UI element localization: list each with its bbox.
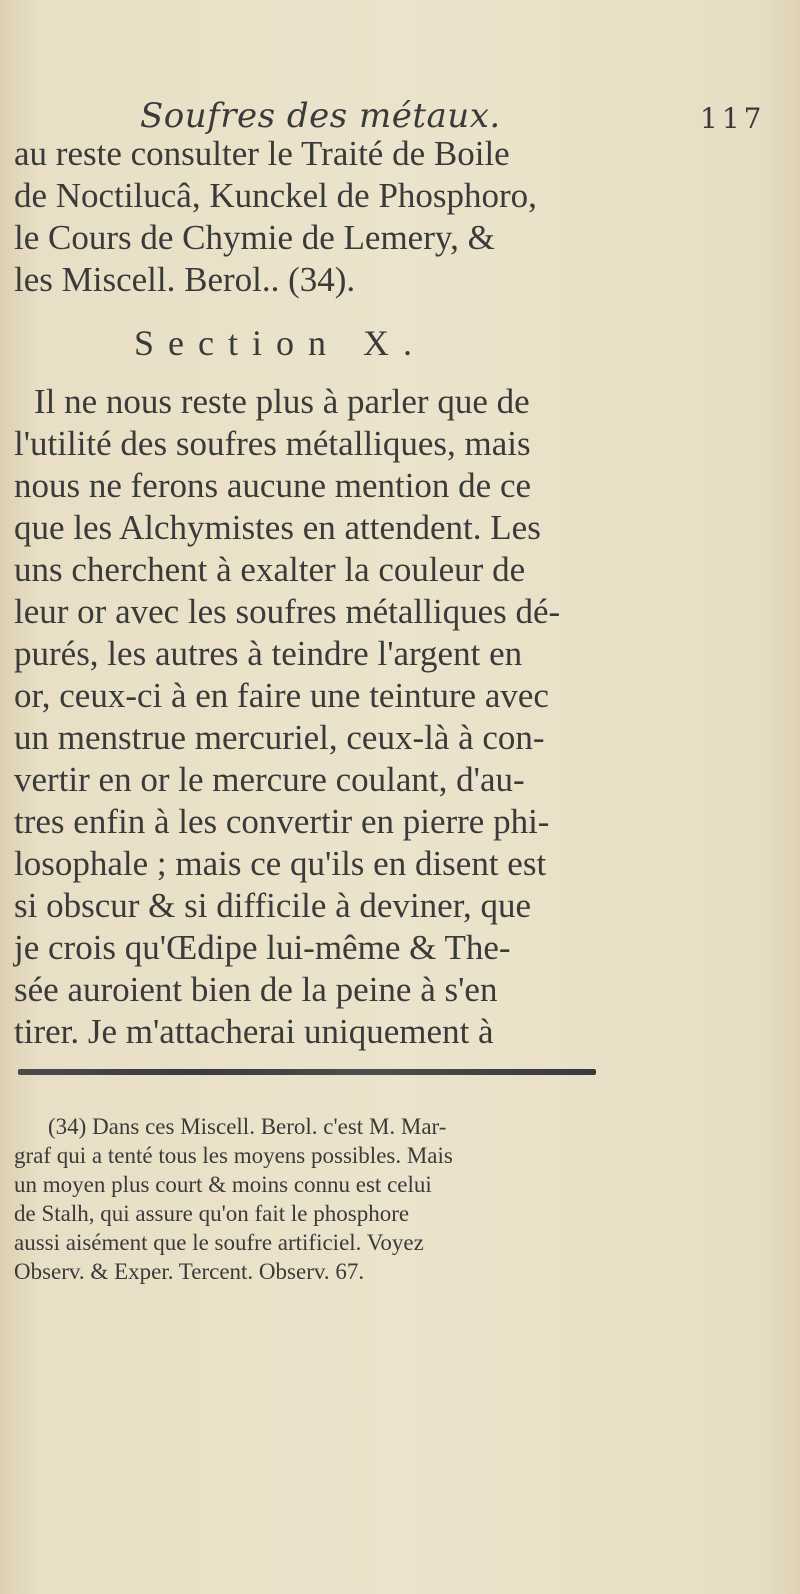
page-number: 117 xyxy=(700,102,766,135)
footnote-line: (34) Dans ces Miscell. Berol. c'est M. Mar- xyxy=(48,1114,447,1139)
text-line: je crois qu'Œdipe lui-même & The- xyxy=(14,928,511,967)
text-line: le Cours de Chymie de Lemery, & xyxy=(14,218,495,257)
text-line: or, ceux-ci à en faire une teinture avec xyxy=(14,676,549,715)
text-line: au reste consulter le Traité de Boile xyxy=(14,134,510,173)
text-line: sée auroient bien de la peine à s'en xyxy=(14,970,498,1009)
footnote-line: un moyen plus court & moins connu est celui xyxy=(14,1172,432,1197)
text-line: purés, les autres à teindre l'argent en xyxy=(14,634,523,673)
footnote-line: de Stalh, qui assure qu'on fait le phosphore xyxy=(14,1201,410,1226)
text-line: leur or avec les soufres métalliques dé- xyxy=(14,592,561,631)
footnote-line: Observ. & Exper. Tercent. Observ. 67. xyxy=(14,1259,365,1284)
footnote-line: graf qui a tenté tous les moyens possibles. Mais xyxy=(14,1143,453,1168)
footnote-line: aussi aisément que le soufre artificiel. Voyez xyxy=(14,1230,424,1255)
text-line: que les Alchymistes en attendent. Les xyxy=(14,508,541,547)
text-line: losophale ; mais ce qu'ils en disent est xyxy=(14,844,547,883)
text-line: Il ne nous reste plus à parler que de xyxy=(34,382,530,421)
text-line: de Noctilucâ, Kunckel de Phosphoro, xyxy=(14,176,537,215)
text-line: tirer. Je m'attacherai uniquement à xyxy=(14,1012,494,1051)
text-line: uns cherchent à exalter la couleur de xyxy=(14,550,526,589)
text-line: les Miscell. Berol.. (34). xyxy=(14,260,356,299)
text-line: un menstrue mercuriel, ceux-là à con- xyxy=(14,718,545,757)
footnote-rule xyxy=(18,1069,596,1075)
text-line: vertir en or le mercure coulant, d'au- xyxy=(14,760,525,799)
text-line: si obscur & si difficile à deviner, que xyxy=(14,886,531,925)
text-line: tres enfin à les convertir en pierre phi- xyxy=(14,802,550,841)
running-title: Soufres des métaux. xyxy=(140,96,501,136)
section-heading: Section X. xyxy=(134,323,426,363)
text-line: l'utilité des soufres métalliques, mais xyxy=(14,424,531,463)
text-line: nous ne ferons aucune mention de ce xyxy=(14,466,532,505)
